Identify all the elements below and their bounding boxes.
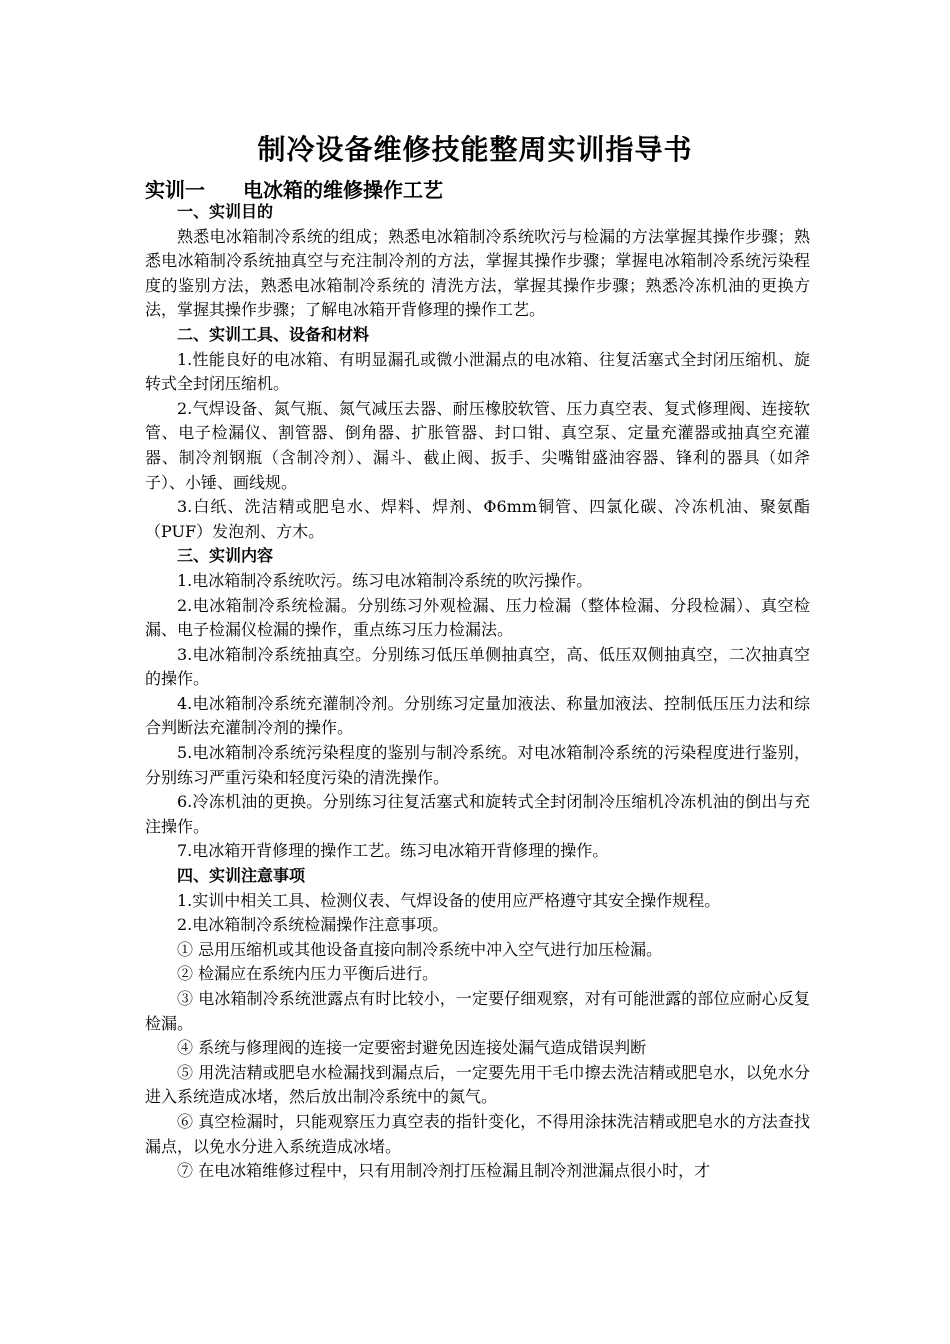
section-heading-content: 三、实训内容 bbox=[177, 546, 274, 566]
paragraph: 1.实训中相关工具、检测仪表、气焊设备的使用应严格遵守其安全操作规程。 bbox=[177, 890, 721, 910]
paragraph: 2.电冰箱制冷系统检漏操作注意事项。 bbox=[177, 915, 449, 935]
section-heading-purpose: 一、实训目的 bbox=[177, 202, 274, 221]
paragraph: 2.气焊设备、氮气瓶、氮气减压去器、耐压橡胶软管、压力真空表、复式修理阀、连接软管、电子检漏仪、割管器、倒角器、扩胀管器、封口钳、真空泵、定量充灌器或抽真空充灌器、制冷剂钢瓶（含制冷剂）、漏斗、截止阀、扳手、尖嘴钳盛油容器、锋利的器具（如斧子）、小锤、画线规。 bbox=[145, 398, 810, 492]
document-body bbox=[145, 200, 810, 1184]
paragraph: ④ 系统与修理阀的连接一定要密封避免因连接处漏气造成错误判断 bbox=[177, 1038, 647, 1058]
paragraph: 6.冷冻机油的更换。分别练习往复活塞式和旋转式全封闭制冷压缩机冷冻机油的倒出与充注操作。 bbox=[145, 792, 810, 836]
paragraph: 熟悉电冰箱制冷系统的组成；熟悉电冰箱制冷系统吹污与检漏的方法掌握其操作步骤；熟悉电冰箱制冷系统抽真空与充注制冷剂的方法，掌握其操作步骤；掌握电冰箱制冷系统污染程度的鉴别方法，熟悉电冰箱制冷系统的 清洗方法，掌握其操作步骤；熟悉冷冻机油的更换方法，掌握其操作步骤；了解电冰箱开背修理的操作工艺。 bbox=[145, 226, 810, 320]
paragraph: 3.电冰箱制冷系统抽真空。分别练习低压单侧抽真空，高、低压双侧抽真空，二次抽真空的操作。 bbox=[145, 644, 810, 689]
paragraph: ③ 电冰箱制冷系统泄露点有时比较小，一定要仔细观察，对有可能泄露的部位应耐心反复检漏。 bbox=[145, 989, 810, 1033]
chapter-label: 实训一 bbox=[145, 178, 205, 202]
paragraph: ② 检漏应在系统内压力平衡后进行。 bbox=[177, 964, 439, 984]
section-heading-tools: 二、实训工具、设备和材料 bbox=[177, 324, 370, 344]
paragraph: ① 忌用压缩机或其他设备直接向制冷系统中冲入空气进行加压检漏。 bbox=[177, 939, 663, 959]
chapter-name: 电冰箱的维修操作工艺 bbox=[243, 178, 443, 202]
paragraph: ⑥ 真空检漏时，只能观察压力真空表的指针变化，不得用涂抹洗洁精或肥皂水的方法查找漏点，以免水分进入系统造成冰堵。 bbox=[145, 1111, 810, 1156]
section-heading-notes: 四、实训注意事项 bbox=[177, 866, 306, 886]
paragraph: 1.性能良好的电冰箱、有明显漏孔或微小泄漏点的电冰箱、往复活塞式全封闭压缩机、旋转式全封闭压缩机。 bbox=[145, 349, 810, 394]
paragraph: 4.电冰箱制冷系统充灌制冷剂。分别练习定量加液法、称量加液法、控制低压压力法和综合判断法充灌制冷剂的操作。 bbox=[145, 693, 810, 738]
paragraph: 7.电冰箱开背修理的操作工艺。练习电冰箱开背修理的操作。 bbox=[177, 841, 609, 861]
paragraph: 3.白纸、洗洁精或肥皂水、焊料、焊剂、Φ6mm铜管、四氯化碳、冷冻机油、聚氨酯（PUF）发泡剂、方木。 bbox=[145, 497, 810, 541]
paragraph: 2.电冰箱制冷系统检漏。分别练习外观检漏、压力检漏（整体检漏、分段检漏）、真空检漏、电子检漏仪检漏的操作，重点练习压力检漏法。 bbox=[145, 595, 810, 640]
paragraph: 5.电冰箱制冷系统污染程度的鉴别与制冷系统。对电冰箱制冷系统的污染程度进行鉴别，分别练习严重污染和轻度污染的清洗操作。 bbox=[145, 743, 810, 787]
chapter-heading bbox=[145, 174, 443, 203]
paragraph: ⑦ 在电冰箱维修过程中，只有用制冷剂打压检漏且制冷剂泄漏点很小时，才 bbox=[177, 1161, 711, 1181]
paragraph: ⑤ 用洗洁精或肥皂水检漏找到漏点后，一定要先用干毛巾擦去洗洁精或肥皂水，以免水分进入系统造成冰堵，然后放出制冷系统中的氮气。 bbox=[145, 1062, 810, 1107]
document-title: 制冷设备维修技能整周实训指导书 bbox=[257, 133, 693, 166]
paragraph: 1.电冰箱制冷系统吹污。练习电冰箱制冷系统的吹污操作。 bbox=[177, 570, 593, 590]
